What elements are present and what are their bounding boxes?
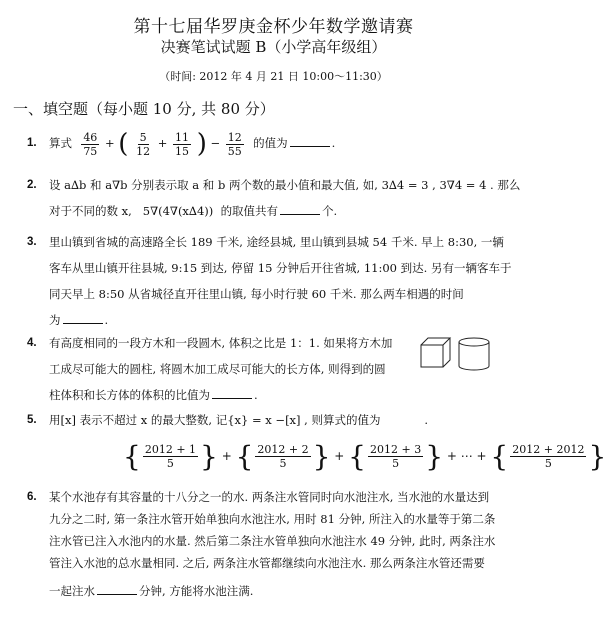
q6-line-4: 管注入水池的总水量相同. 之后, 两条注水管都继续向水池注水. 那么两条注水管还需要 xyxy=(49,556,485,570)
fraction-11-15 xyxy=(173,131,191,158)
plus-sign: + xyxy=(157,136,168,150)
term-1 xyxy=(143,443,198,470)
denominator: 5 xyxy=(166,457,174,470)
cylinder-icon xyxy=(459,338,489,370)
q4-line-2: 工成尽可能大的圆柱, 将圆木加工成尽可能大的长方体, 则得到的圆 xyxy=(49,362,386,376)
right-paren: ) xyxy=(196,129,207,159)
denominator: 55 xyxy=(227,144,242,158)
page-subtitle: 决赛笔试试题 B（小学高年级组） xyxy=(160,38,387,56)
numerator: 2012 + 2 xyxy=(257,443,309,456)
q6-line-2: 九分之二时, 第一条注水管开始单独向水池注水, 用时 81 分钟, 所注入的水量等于第二条 xyxy=(49,512,496,526)
left-brace: { xyxy=(348,440,366,473)
numerator: 46 xyxy=(83,130,98,144)
question-number: 3. xyxy=(27,236,37,248)
plus-sign: + xyxy=(104,136,115,150)
right-brace: } xyxy=(312,440,331,473)
question-number: 4. xyxy=(27,337,37,349)
period: . xyxy=(254,388,258,402)
numerator: 11 xyxy=(175,130,190,144)
cube-icon xyxy=(421,338,450,367)
section-heading: 一、填空题（每小题 10 分, 共 80 分） xyxy=(13,100,275,118)
q6-line-1: 某个水池存有其容量的十八分之一的水. 两条注水管同时向水池注水, 当水池的水量达到 xyxy=(49,490,490,504)
numerator: 2012 + 2012 xyxy=(512,443,585,456)
answer-blank xyxy=(280,213,320,215)
q2-text: 的取值共有 xyxy=(220,204,279,218)
term-last xyxy=(510,443,586,470)
right-brace: } xyxy=(588,440,606,473)
q5-line-1 xyxy=(49,407,428,433)
fraction-5-12 xyxy=(134,131,152,158)
q2-text: 个. xyxy=(322,204,338,218)
page-title: 第十七届华罗庚金杯少年数学邀请赛 xyxy=(133,17,414,37)
q3-line-1: 里山镇到省城的高速路全长 189 千米, 途经县城, 里山镇到县城 54 千米. 早上 8:30, 一辆 xyxy=(49,235,504,249)
q6-text: 分钟, 方能将水池注满. xyxy=(139,584,254,598)
q4-line-1: 有高度相同的一段方木和一段圆木, 体积之比是 1：1. 如果将方木加 xyxy=(49,336,393,350)
period: . xyxy=(424,413,429,427)
right-brace: } xyxy=(425,440,444,473)
cube-and-cylinder-figure xyxy=(419,335,499,375)
question-number: 6. xyxy=(27,491,37,503)
left-brace: { xyxy=(235,440,254,473)
question-number: 5. xyxy=(27,414,37,426)
left-paren: ( xyxy=(118,129,129,159)
q3-text: 为 xyxy=(49,313,61,327)
answer-blank xyxy=(290,145,330,147)
question-1-body xyxy=(49,130,335,158)
exam-time: （时间: 2012 年 4 月 21 日 10:00～11:30） xyxy=(159,70,388,83)
numerator: 2012 + 3 xyxy=(369,443,422,456)
q6-line-5 xyxy=(49,578,253,604)
answer-blank xyxy=(97,593,137,595)
answer-blank xyxy=(212,397,252,399)
numerator: 12 xyxy=(227,130,242,144)
denominator: 75 xyxy=(83,144,98,158)
numerator: 2012 + 1 xyxy=(144,443,197,456)
q4-text: 柱体积和长方体的体积的比值为 xyxy=(49,388,210,402)
term-3 xyxy=(368,443,423,470)
q5-expression xyxy=(123,440,606,473)
question-number: 1. xyxy=(27,137,37,149)
q5-text: 用[x] 表示不超过 x 的最大整数, 记{x} = x −[x] , 则算式的值为 xyxy=(49,413,381,427)
ellipsis-plus: + ⋯ + xyxy=(446,449,487,463)
denominator: 5 xyxy=(392,457,400,470)
q2-expression: 5∇(4∇(x∆4)) xyxy=(142,204,214,218)
period: . xyxy=(331,136,336,150)
denominator: 12 xyxy=(136,144,151,158)
left-brace: { xyxy=(123,440,141,473)
q2-line-1: 设 a∆b 和 a∇b 分别表示取 a 和 b 两个数的最小值和最大值, 如, 3∆4 = 3 , 3∇4 = 4 . 那么 xyxy=(49,178,521,192)
q3-line-2: 客车从里山镇开往县城, 9:15 到达, 停留 15 分钟后开往省城, 11:00 到达. 另有一辆客车于 xyxy=(49,261,512,275)
denominator: 5 xyxy=(544,457,552,470)
q6-text: 一起注水 xyxy=(49,584,95,598)
fraction-46-75 xyxy=(81,131,99,158)
q1-prefix: 算式 xyxy=(49,136,72,150)
denominator: 5 xyxy=(279,457,287,470)
q3-line-3: 同天早上 8:50 从省城径直开往里山镇, 每小时行驶 60 千米. 那么两车相遇的时间 xyxy=(49,287,464,301)
q1-suffix: 的值为 xyxy=(253,136,288,150)
plus-sign: + xyxy=(221,449,232,463)
fraction-12-55 xyxy=(226,131,244,158)
minus-sign: − xyxy=(210,136,221,150)
q2-line-2 xyxy=(49,198,337,224)
q2-text: 对于不同的数 x, xyxy=(49,204,132,218)
q4-line-3 xyxy=(49,382,258,408)
answer-blank xyxy=(63,322,103,324)
q6-line-3: 注水管已注入水池内的水量. 然后第二条注水管单独向水池注水 49 分钟, 此时, 两条注水 xyxy=(49,534,496,548)
numerator: 5 xyxy=(139,130,147,144)
term-2 xyxy=(255,443,310,470)
question-number: 2. xyxy=(27,179,37,191)
left-brace: { xyxy=(490,440,509,473)
period: . xyxy=(104,313,109,327)
plus-sign: + xyxy=(334,449,345,463)
denominator: 15 xyxy=(175,144,190,158)
right-brace: } xyxy=(200,440,218,473)
